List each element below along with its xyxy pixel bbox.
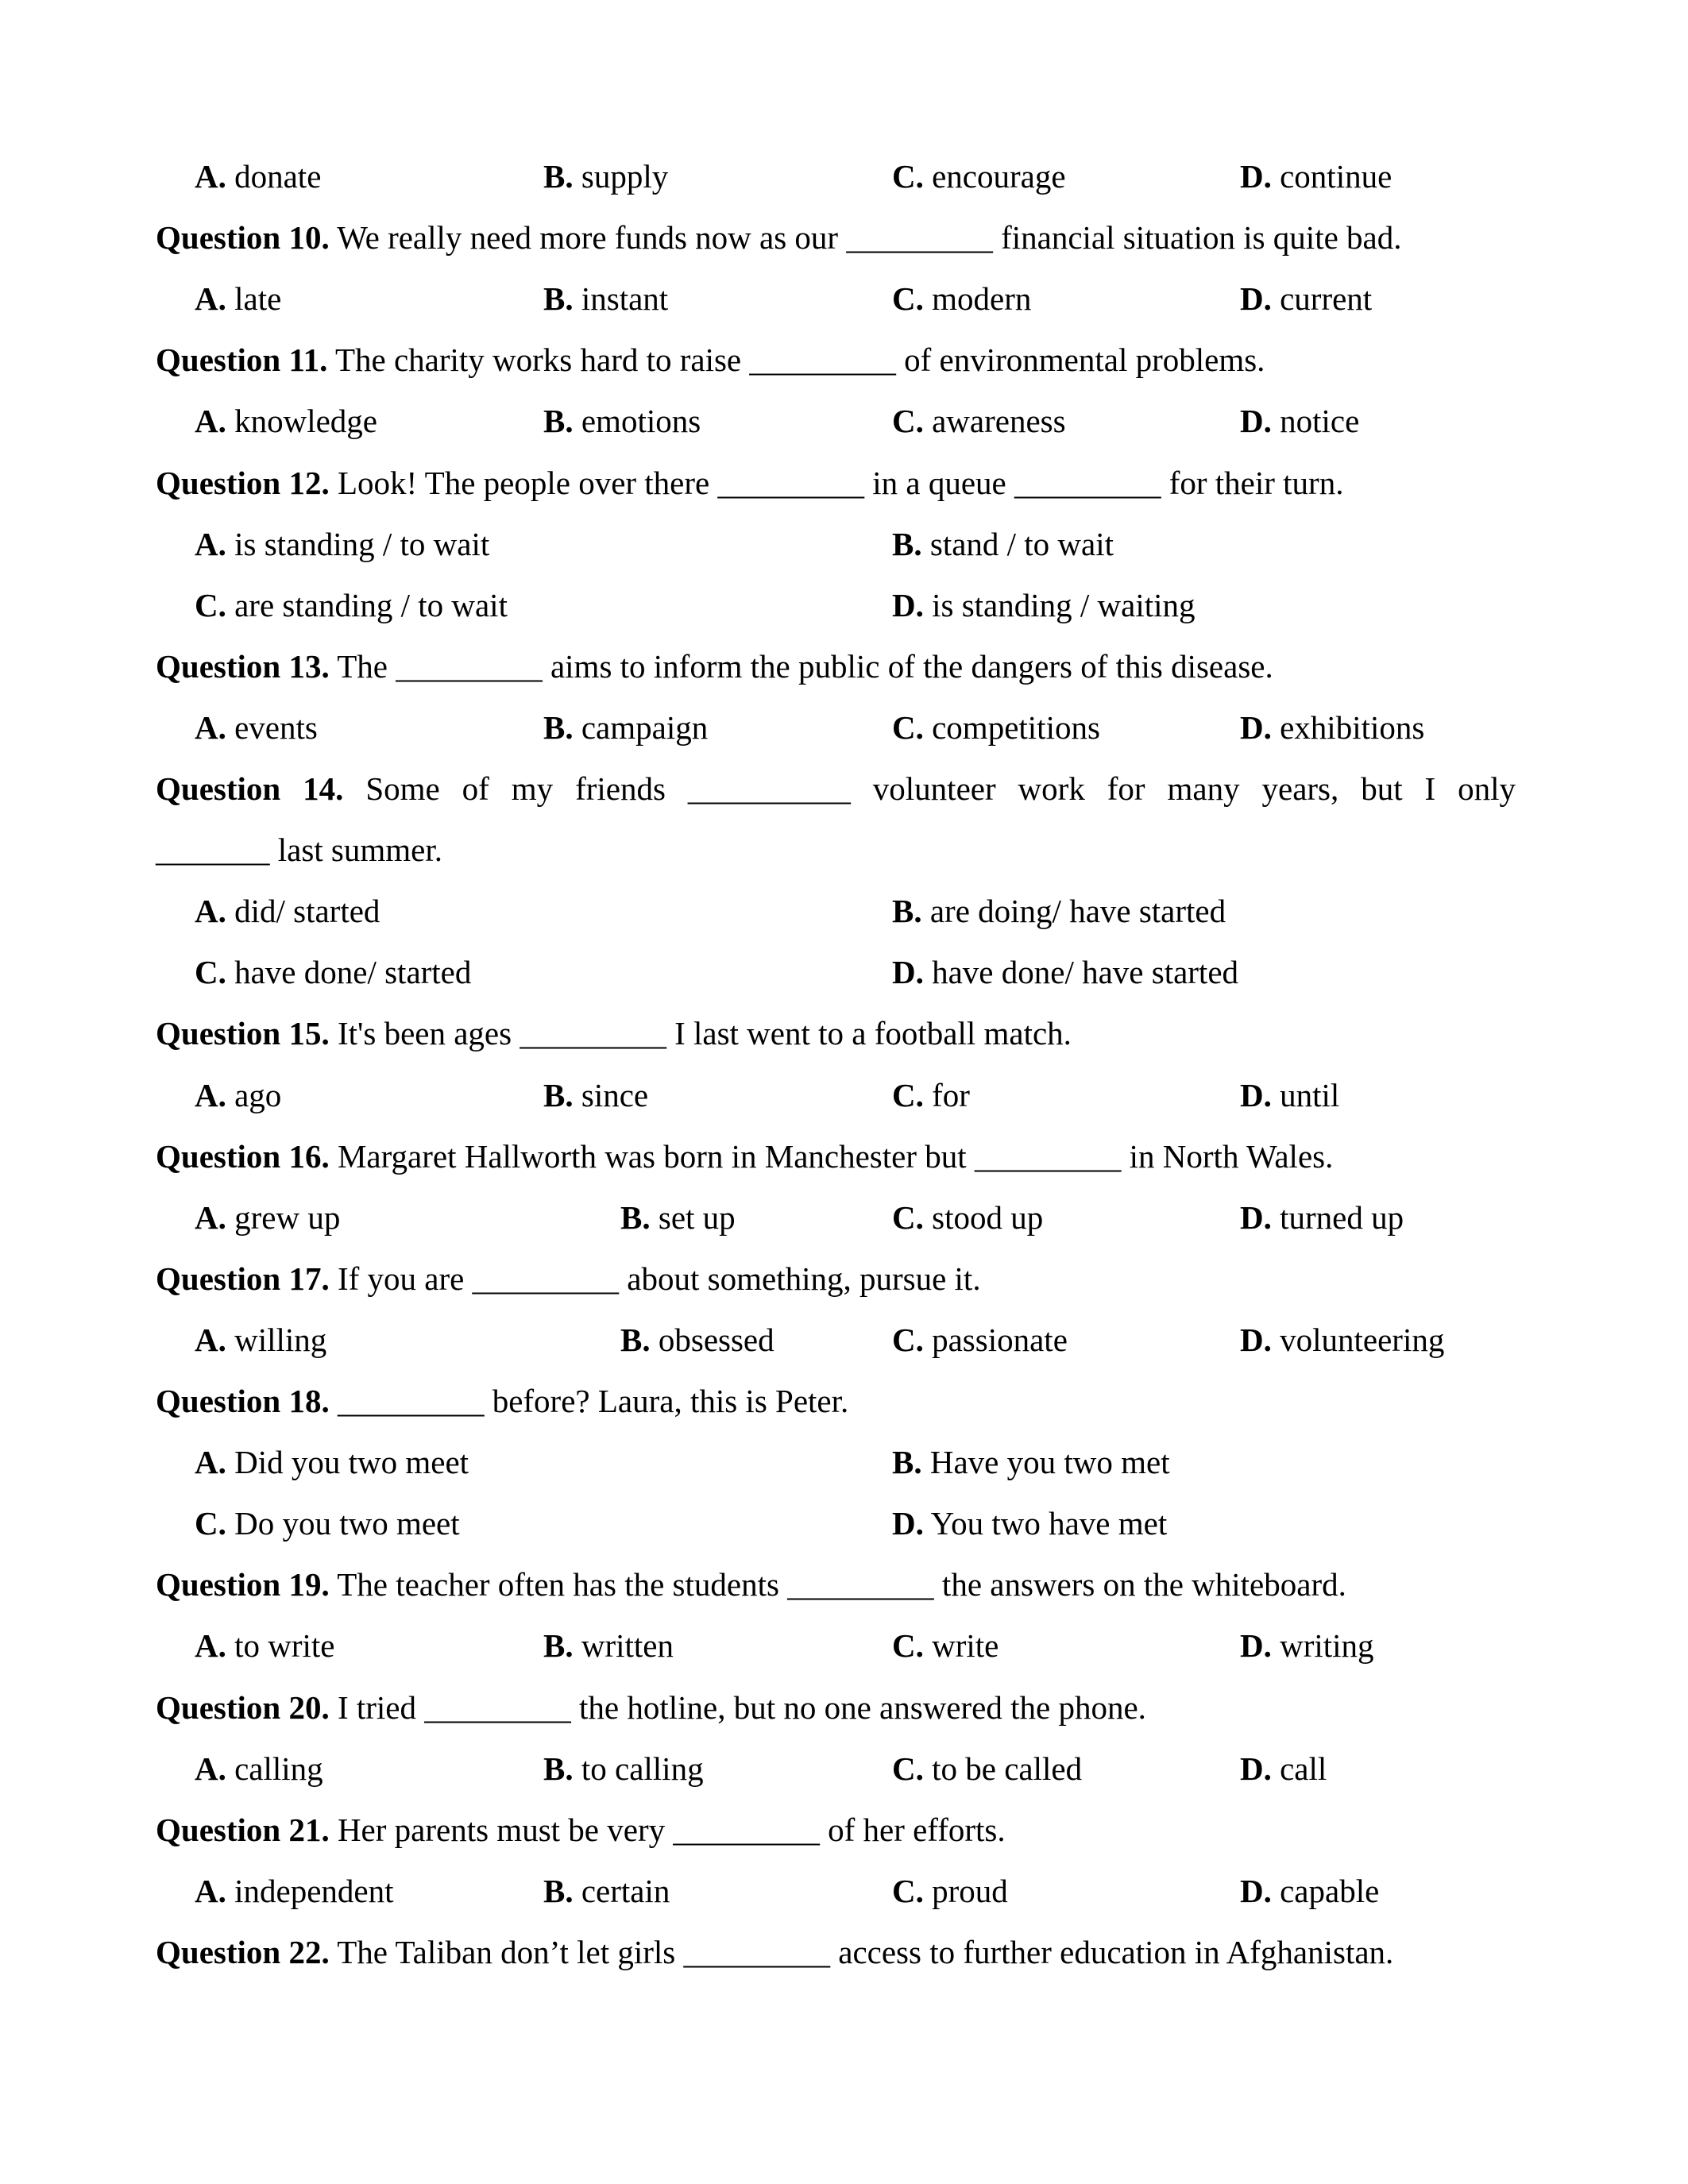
option-text: ago bbox=[234, 1076, 282, 1113]
answer-option bbox=[892, 1187, 1043, 1248]
answer-option bbox=[892, 1861, 1008, 1922]
answer-options-row bbox=[0, 1310, 1688, 1371]
answer-option bbox=[892, 1493, 1167, 1554]
answer-option bbox=[543, 146, 668, 207]
answer-options-row bbox=[0, 1738, 1688, 1800]
option-text: late bbox=[234, 280, 282, 318]
option-letter: C. bbox=[892, 1321, 924, 1358]
question-number: Question 18. bbox=[156, 1383, 330, 1419]
question-stem: Her parents must be very _________ of her efforts. bbox=[337, 1811, 1006, 1848]
answer-option bbox=[892, 942, 1238, 1003]
question-number: Question 22. bbox=[156, 1933, 330, 1970]
option-letter: B. bbox=[892, 1444, 922, 1481]
option-letter: C. bbox=[892, 403, 924, 440]
answer-option bbox=[195, 1432, 469, 1493]
option-text: emotions bbox=[581, 403, 701, 440]
question-stem: I tried _________ the hotline, but no one answered the phone. bbox=[337, 1688, 1146, 1726]
option-letter: A. bbox=[195, 1750, 226, 1787]
answer-option bbox=[195, 1738, 323, 1800]
answer-option bbox=[1240, 1615, 1374, 1677]
answer-option bbox=[1240, 391, 1359, 452]
option-letter: A. bbox=[195, 1872, 226, 1909]
answer-option bbox=[892, 1310, 1068, 1371]
option-text: have done/ have started bbox=[932, 954, 1239, 991]
answer-option bbox=[1240, 1187, 1404, 1248]
option-letter: A. bbox=[195, 708, 226, 746]
option-text: current bbox=[1280, 280, 1373, 318]
question-text bbox=[156, 1371, 848, 1432]
option-text: Do you two meet bbox=[234, 1505, 460, 1542]
answer-option bbox=[543, 1615, 674, 1677]
option-letter: C. bbox=[195, 1505, 226, 1542]
option-text: writing bbox=[1280, 1627, 1374, 1665]
option-letter: B. bbox=[543, 403, 574, 440]
option-letter: C. bbox=[892, 1076, 924, 1113]
answer-options-row bbox=[0, 391, 1688, 452]
option-text: continue bbox=[1280, 158, 1393, 195]
question-line bbox=[0, 1554, 1688, 1615]
option-letter: D. bbox=[1240, 1321, 1272, 1358]
question-stem: The teacher often has the students _________ the answers on the whiteboard. bbox=[337, 1566, 1346, 1603]
answer-option bbox=[195, 1187, 340, 1248]
option-letter: D. bbox=[1240, 1750, 1272, 1787]
option-letter: D. bbox=[1240, 1076, 1272, 1113]
option-text: capable bbox=[1280, 1872, 1380, 1909]
option-text: calling bbox=[234, 1750, 323, 1787]
answer-option bbox=[1240, 1861, 1379, 1922]
answer-option bbox=[195, 514, 489, 575]
answer-option bbox=[195, 391, 377, 452]
answer-options-row bbox=[0, 1861, 1688, 1922]
option-text: willing bbox=[234, 1321, 327, 1358]
question-line bbox=[0, 1371, 1688, 1432]
question-line bbox=[0, 1248, 1688, 1310]
option-letter: B. bbox=[543, 280, 574, 318]
option-letter: C. bbox=[892, 280, 924, 318]
option-text: have done/ started bbox=[234, 954, 472, 991]
answer-option bbox=[892, 575, 1196, 636]
answer-option bbox=[892, 1432, 1170, 1493]
question-stem-continuation: _______ last summer. bbox=[156, 832, 443, 869]
option-text: are standing / to wait bbox=[234, 586, 508, 623]
option-letter: A. bbox=[195, 1076, 226, 1113]
question-number: Question 11. bbox=[156, 341, 328, 379]
answer-option bbox=[195, 575, 508, 636]
question-text bbox=[156, 636, 1273, 697]
question-text bbox=[156, 330, 1265, 391]
option-letter: C. bbox=[892, 708, 924, 746]
question-text bbox=[156, 758, 1516, 820]
option-letter: A. bbox=[195, 893, 226, 930]
answer-option bbox=[1240, 1065, 1339, 1126]
option-text: knowledge bbox=[234, 403, 378, 440]
answer-options-row bbox=[0, 1493, 1688, 1554]
question-text bbox=[156, 1003, 1072, 1064]
option-letter: C. bbox=[892, 1872, 924, 1909]
answer-options-row bbox=[0, 881, 1688, 942]
option-text: until bbox=[1280, 1076, 1340, 1113]
answer-options-row bbox=[0, 268, 1688, 330]
answer-options-row bbox=[0, 1065, 1688, 1126]
option-letter: D. bbox=[1240, 403, 1272, 440]
option-letter: C. bbox=[195, 586, 226, 623]
question-number: Question 16. bbox=[156, 1137, 330, 1175]
option-text: supply bbox=[581, 158, 669, 195]
option-text: call bbox=[1280, 1750, 1327, 1787]
option-text: passionate bbox=[932, 1321, 1068, 1358]
answer-options-row bbox=[0, 697, 1688, 758]
option-text: You two have met bbox=[930, 1505, 1168, 1542]
option-letter: B. bbox=[620, 1198, 651, 1236]
answer-options-row bbox=[0, 575, 1688, 636]
question-number: Question 14. bbox=[156, 770, 344, 807]
answer-option bbox=[195, 268, 281, 330]
question-line bbox=[0, 207, 1688, 268]
option-text: turned up bbox=[1280, 1198, 1404, 1236]
question-number: Question 12. bbox=[156, 464, 330, 501]
question-line bbox=[0, 1677, 1688, 1738]
question-stem: If you are _________ about something, pursue it. bbox=[337, 1260, 981, 1297]
question-text bbox=[156, 453, 1343, 514]
question-stem: It's been ages _________ I last went to a football match. bbox=[337, 1015, 1072, 1052]
question-stem: Look! The people over there _________ in a queue _________ for their turn. bbox=[337, 464, 1344, 501]
answer-option bbox=[1240, 697, 1424, 758]
answer-option bbox=[195, 1065, 281, 1126]
option-text: did/ started bbox=[234, 893, 380, 930]
answer-option bbox=[543, 1738, 704, 1800]
option-text: donate bbox=[234, 158, 322, 195]
question-number: Question 21. bbox=[156, 1811, 330, 1848]
option-text: modern bbox=[932, 280, 1032, 318]
option-text: to be called bbox=[932, 1750, 1083, 1787]
option-text: awareness bbox=[932, 403, 1066, 440]
option-letter: D. bbox=[892, 586, 924, 623]
option-letter: C. bbox=[892, 1198, 924, 1236]
option-text: to write bbox=[234, 1627, 335, 1665]
answer-option bbox=[195, 146, 321, 207]
question-stem: Margaret Hallworth was born in Manchester but _________ in North Wales. bbox=[337, 1137, 1334, 1175]
option-text: competitions bbox=[932, 708, 1100, 746]
question-stem: The _________ aims to inform the public of the dangers of this disease. bbox=[337, 647, 1273, 685]
option-letter: C. bbox=[892, 158, 924, 195]
option-letter: D. bbox=[892, 954, 924, 991]
option-text: write bbox=[932, 1627, 999, 1665]
question-stem: The Taliban don’t let girls _________ access to further education in Afghanistan. bbox=[337, 1933, 1394, 1970]
question-number: Question 19. bbox=[156, 1566, 330, 1603]
option-text: volunteering bbox=[1280, 1321, 1445, 1358]
option-text: written bbox=[581, 1627, 674, 1665]
option-letter: A. bbox=[195, 1627, 226, 1665]
option-text: exhibitions bbox=[1280, 708, 1425, 746]
option-letter: C. bbox=[892, 1627, 924, 1665]
option-text: for bbox=[932, 1076, 970, 1113]
option-text: grew up bbox=[234, 1198, 341, 1236]
option-text: notice bbox=[1280, 403, 1360, 440]
answer-option bbox=[892, 697, 1100, 758]
question-number: Question 13. bbox=[156, 647, 330, 685]
question-number: Question 15. bbox=[156, 1015, 330, 1052]
option-text: independent bbox=[234, 1872, 394, 1909]
question-line bbox=[0, 636, 1688, 697]
answer-option bbox=[195, 881, 380, 942]
answer-option bbox=[195, 942, 471, 1003]
option-letter: D. bbox=[892, 1505, 924, 1542]
answer-option bbox=[543, 697, 708, 758]
option-text: encourage bbox=[932, 158, 1066, 195]
question-text bbox=[156, 1126, 1333, 1187]
answer-option bbox=[195, 1861, 394, 1922]
question-number: Question 17. bbox=[156, 1260, 330, 1297]
option-letter: B. bbox=[543, 1627, 574, 1665]
answer-option bbox=[892, 146, 1066, 207]
option-text: obsessed bbox=[658, 1321, 774, 1358]
option-letter: B. bbox=[543, 158, 574, 195]
answer-options-row bbox=[0, 1187, 1688, 1248]
question-number: Question 20. bbox=[156, 1688, 330, 1726]
question-stem: We really need more funds now as our _________ financial situation is quite bad. bbox=[337, 219, 1402, 257]
option-letter: B. bbox=[543, 1750, 574, 1787]
answer-option bbox=[892, 881, 1226, 942]
question-line bbox=[0, 330, 1688, 391]
answer-option bbox=[543, 1861, 670, 1922]
option-text: Did you two meet bbox=[234, 1444, 469, 1481]
answer-option bbox=[892, 1065, 970, 1126]
option-letter: D. bbox=[1240, 1872, 1272, 1909]
question-line bbox=[0, 758, 1688, 820]
option-text: events bbox=[234, 708, 318, 746]
option-letter: A. bbox=[195, 1198, 226, 1236]
answer-option bbox=[1240, 268, 1372, 330]
option-letter: D. bbox=[1240, 1198, 1272, 1236]
question-text bbox=[156, 1677, 1146, 1738]
option-letter: C. bbox=[195, 954, 226, 991]
option-text: certain bbox=[581, 1872, 670, 1909]
option-letter: D. bbox=[1240, 1627, 1272, 1665]
answer-option bbox=[543, 391, 701, 452]
question-line bbox=[0, 1922, 1688, 1983]
answer-options-row bbox=[0, 942, 1688, 1003]
option-text: is standing / waiting bbox=[932, 586, 1196, 623]
option-text: set up bbox=[658, 1198, 736, 1236]
option-letter: D. bbox=[1240, 708, 1272, 746]
answer-option bbox=[195, 697, 318, 758]
answer-option bbox=[195, 1615, 335, 1677]
option-letter: A. bbox=[195, 1444, 226, 1481]
question-line bbox=[0, 1003, 1688, 1064]
question-line bbox=[0, 1126, 1688, 1187]
answer-option bbox=[620, 1187, 736, 1248]
question-continuation-line bbox=[0, 820, 1688, 881]
option-letter: A. bbox=[195, 525, 226, 562]
option-letter: A. bbox=[195, 158, 226, 195]
option-text: is standing / to wait bbox=[234, 525, 490, 562]
answer-option bbox=[620, 1310, 774, 1371]
answer-options-row bbox=[0, 1615, 1688, 1677]
answer-option bbox=[195, 1493, 460, 1554]
option-letter: B. bbox=[543, 1076, 574, 1113]
question-text bbox=[156, 1248, 981, 1310]
answer-option bbox=[892, 1615, 999, 1677]
option-text: campaign bbox=[581, 708, 709, 746]
answer-option bbox=[892, 268, 1031, 330]
answer-option bbox=[1240, 1310, 1444, 1371]
answer-option bbox=[1240, 1738, 1327, 1800]
question-text bbox=[156, 1922, 1393, 1983]
answer-option bbox=[892, 391, 1066, 452]
option-text: Have you two met bbox=[929, 1444, 1170, 1481]
answer-option bbox=[195, 1310, 326, 1371]
question-stem: The charity works hard to raise _________ of environmental problems. bbox=[334, 341, 1265, 379]
answer-options-row bbox=[0, 146, 1688, 207]
question-text bbox=[156, 1554, 1346, 1615]
answer-option bbox=[892, 514, 1114, 575]
option-text: stood up bbox=[932, 1198, 1044, 1236]
option-letter: B. bbox=[543, 1872, 574, 1909]
option-text: proud bbox=[932, 1872, 1008, 1909]
option-letter: A. bbox=[195, 1321, 226, 1358]
answer-option bbox=[543, 268, 668, 330]
option-letter: B. bbox=[543, 708, 574, 746]
option-text: to calling bbox=[581, 1750, 704, 1787]
question-line bbox=[0, 453, 1688, 514]
option-letter: B. bbox=[892, 525, 922, 562]
option-letter: A. bbox=[195, 403, 226, 440]
answer-option bbox=[543, 1065, 648, 1126]
option-letter: D. bbox=[1240, 158, 1272, 195]
option-letter: A. bbox=[195, 280, 226, 318]
option-text: stand / to wait bbox=[929, 525, 1114, 562]
question-text bbox=[156, 1800, 1006, 1861]
answer-options-row bbox=[0, 514, 1688, 575]
option-letter: D. bbox=[1240, 280, 1272, 318]
option-letter: B. bbox=[892, 893, 922, 930]
option-text: since bbox=[581, 1076, 649, 1113]
option-letter: C. bbox=[892, 1750, 924, 1787]
answer-options-row bbox=[0, 1432, 1688, 1493]
question-text bbox=[156, 207, 1402, 268]
option-text: instant bbox=[581, 280, 669, 318]
question-stem: _________ before? Laura, this is Peter. bbox=[337, 1383, 849, 1419]
option-letter: B. bbox=[620, 1321, 651, 1358]
option-text: are doing/ have started bbox=[929, 893, 1226, 930]
question-stem: Some of my friends __________ volunteer work for many years, but I only bbox=[365, 770, 1516, 807]
answer-option bbox=[1240, 146, 1392, 207]
answer-option bbox=[892, 1738, 1082, 1800]
question-line bbox=[0, 1800, 1688, 1861]
question-number: Question 10. bbox=[156, 219, 330, 257]
